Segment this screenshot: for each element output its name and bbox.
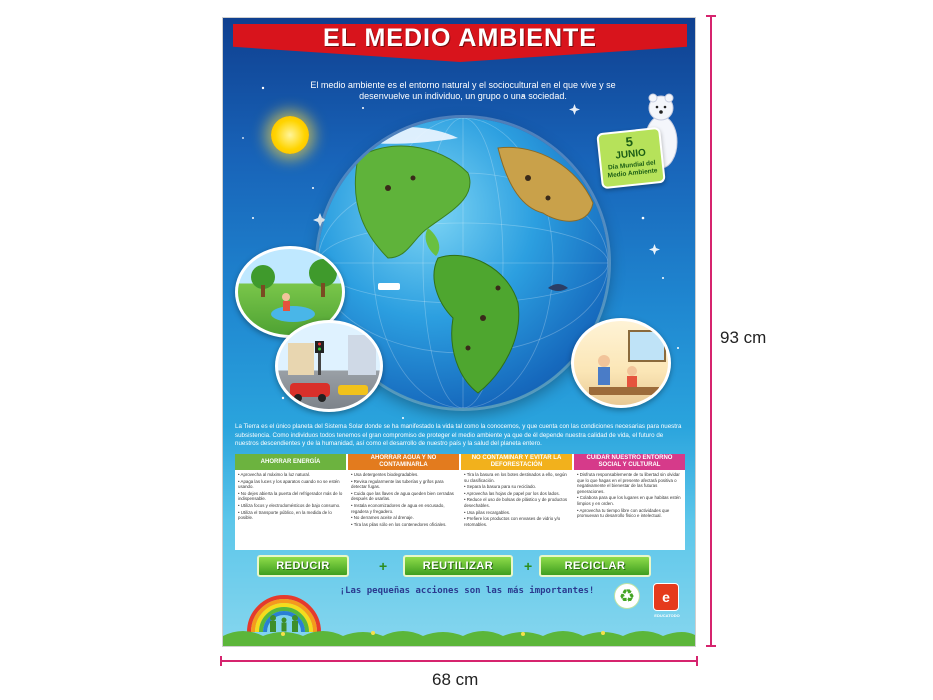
width-dimension-line	[220, 660, 698, 662]
list-item: • Tira la basura en los botes destinados a ello, según su clasificación.	[464, 472, 569, 483]
list-item: • Utiliza focos y electrodomésticos de bajo consumo.	[238, 503, 343, 509]
column-list	[461, 470, 572, 530]
list-item: • Usa pilas recargables.	[464, 510, 569, 516]
reuse-label: REUTILIZAR	[403, 555, 513, 577]
column-list	[574, 470, 685, 522]
column-title: AHORRAR ENERGÍA	[235, 454, 346, 470]
list-item: • Usa detergentes biodegradables.	[351, 472, 456, 478]
list-item: • Tira las pilas sólo en los contenedores oficiales.	[351, 522, 456, 528]
logo-name: EDUCATODO	[654, 613, 680, 618]
column-list	[235, 470, 346, 524]
plus-sign: +	[524, 558, 533, 574]
environment-day-badge	[596, 127, 666, 189]
sun-illustration	[271, 116, 309, 154]
recycle-icon: ♻	[614, 583, 640, 609]
list-item: • Utiliza el transporte público, en la medida de lo posible.	[238, 510, 343, 521]
plus-sign: +	[379, 558, 388, 574]
list-item: • Cuida que las llaves de agua queden bien cerradas después de usarlas.	[351, 491, 456, 502]
height-dimension-line	[710, 15, 712, 647]
list-item: • Instala economizadores de agua en escusado, regadera y fregadero.	[351, 503, 456, 514]
recycle-label: RECICLAR	[539, 555, 651, 577]
poster	[222, 17, 696, 647]
badge-day: 5	[624, 133, 634, 150]
column-energy	[235, 454, 346, 550]
tips-columns	[235, 454, 685, 550]
grass-decoration	[223, 622, 696, 647]
column-title: NO CONTAMINAR Y EVITAR LA DEFORESTACIÓN	[461, 454, 572, 470]
badge-month: JUNIO	[614, 147, 647, 162]
body-paragraph: La Tierra es el único planeta del Sistema Solar donde se ha manifestado la vida tal como la conocemos, y que cuenta con las condiciones necesarias para nuestra subsistencia. Como individuos todos tenemos el gran compromiso de proteger el medio ambiente ya que de él depende nuestra calidad de vida, el futuro de nuestros descendientes y de la humanidad, así como el desarrollo de nuestro país y la salud del planeta entero.	[235, 423, 682, 448]
height-label: 93 cm	[720, 328, 767, 347]
slogan-text: ¡Las pequeñas acciones son las más importantes!	[339, 586, 595, 596]
badge-name: Día Mundial del Medio Ambiente	[607, 159, 658, 180]
column-title: AHORRAR AGUA Y NO CONTAMINARLA	[348, 454, 459, 470]
list-item: • Separa la basura para su reciclado.	[464, 484, 569, 490]
list-item: • Reduce el uso de bolsas de plástico y de productos desechables.	[464, 497, 569, 508]
list-item: • Prefiere los productos con envases de vidrio y/o retornables.	[464, 516, 569, 527]
list-item: • Aprovecha tu tiempo libre con actividades que promuevan tu desarrollo físico e intelectual.	[577, 508, 682, 519]
home-scene-illustration	[571, 318, 671, 408]
column-title: CUIDAR NUESTRO ENTORNO SOCIAL Y CULTURAL	[574, 454, 685, 470]
list-item: • Aprovecha las hojas de papel por los dos lados.	[464, 491, 569, 497]
list-item: • Disfruta responsablemente de tu libertad sin olvidar que lo que hagas en el presente afectará positiva o negativamente el bienestar de las futuras generaciones.	[577, 472, 682, 494]
intro-text: El medio ambiente es el entorno natural y el sociocultural en el que vive y se desenvuelve un individuo, un grupo o una sociedad.	[310, 80, 616, 101]
educatodo-logo: e	[653, 583, 679, 611]
column-pollution	[461, 454, 572, 550]
poster-title: EL MEDIO AMBIENTE	[323, 24, 597, 52]
reduce-label: REDUCIR	[257, 555, 349, 577]
list-item: • Revisa regularmente las tuberías y grifos para detectar fugas.	[351, 479, 456, 490]
list-item: • Aprovecha al máximo la luz natural.	[238, 472, 343, 478]
column-water	[348, 454, 459, 550]
column-list	[348, 470, 459, 530]
street-scene-illustration	[275, 320, 383, 412]
list-item: • Colabora para que los lugares en que habitas estén limpios y en orden.	[577, 495, 682, 506]
list-item: • No derrames aceite al drenaje.	[351, 515, 456, 521]
width-label: 68 cm	[432, 670, 479, 689]
list-item: • Apaga las luces y los aparatos cuando no se estén usando.	[238, 479, 343, 490]
list-item: • No dejes abierta la puerta del refrigerador más de lo indispensable.	[238, 491, 343, 502]
column-social	[574, 454, 685, 550]
